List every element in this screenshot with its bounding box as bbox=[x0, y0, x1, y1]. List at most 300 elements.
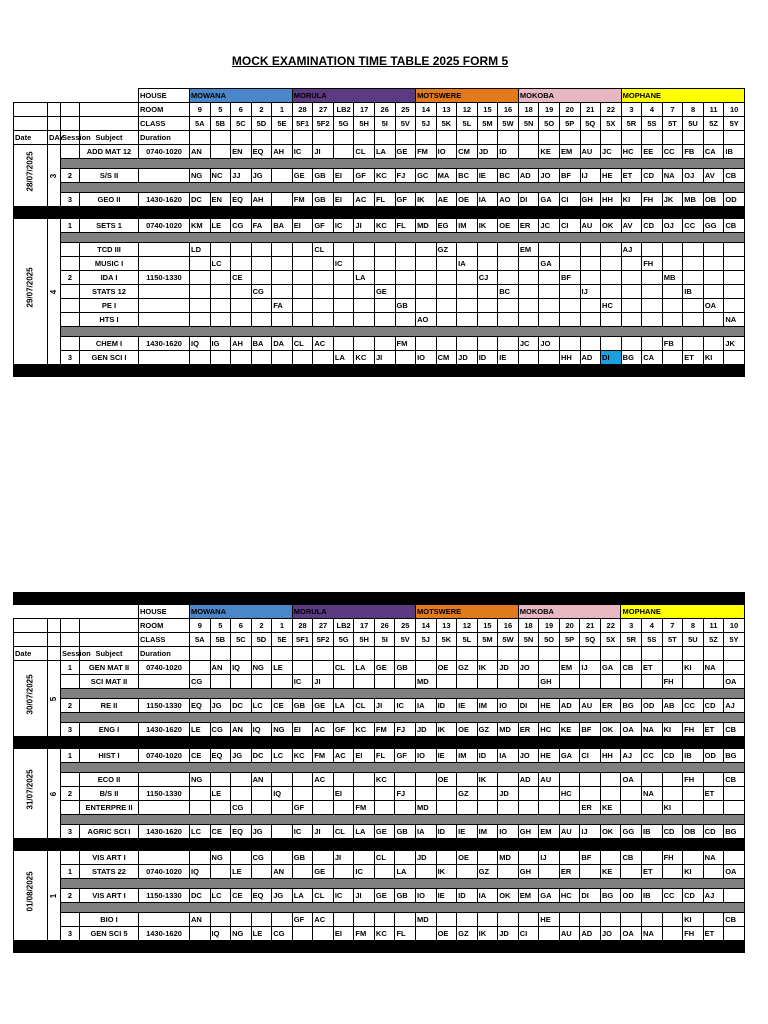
invigilator-code: ER bbox=[600, 699, 621, 713]
invigilator-code: HC bbox=[621, 145, 642, 159]
invigilator-code bbox=[580, 913, 601, 927]
header-empty-cell bbox=[374, 647, 395, 661]
invigilator-code: ID bbox=[498, 145, 519, 159]
invigilator-code: MB bbox=[683, 193, 704, 207]
invigilator-code bbox=[703, 675, 724, 689]
header-empty-cell bbox=[477, 131, 498, 145]
invigilator-code bbox=[683, 675, 704, 689]
invigilator-code bbox=[477, 285, 498, 299]
invigilator-code: IJ bbox=[580, 825, 601, 839]
invigilator-code bbox=[436, 313, 457, 327]
invigilator-code bbox=[559, 801, 580, 815]
invigilator-code: IQ bbox=[251, 723, 272, 737]
invigilator-code: JD bbox=[477, 145, 498, 159]
invigilator-code: OD bbox=[703, 749, 724, 763]
invigilator-code bbox=[662, 257, 683, 271]
invigilator-code: IA bbox=[498, 749, 519, 763]
invigilator-code bbox=[395, 257, 416, 271]
invigilator-code: EI bbox=[354, 749, 375, 763]
invigilator-code: FL bbox=[374, 749, 395, 763]
invigilator-code: HE bbox=[539, 749, 560, 763]
invigilator-code: IK bbox=[477, 661, 498, 675]
invigilator-code bbox=[374, 913, 395, 927]
invigilator-code bbox=[539, 313, 560, 327]
invigilator-code bbox=[457, 913, 478, 927]
session-number bbox=[61, 285, 80, 299]
header-empty-cell bbox=[539, 647, 560, 661]
invigilator-code bbox=[333, 337, 354, 351]
invigilator-code: IA bbox=[477, 193, 498, 207]
class-name: 5Y bbox=[724, 633, 745, 647]
invigilator-code bbox=[374, 243, 395, 257]
session-number bbox=[61, 145, 80, 159]
invigilator-code: KC bbox=[354, 723, 375, 737]
session-number: 2 bbox=[61, 889, 80, 903]
invigilator-code bbox=[272, 193, 293, 207]
header-empty-cell bbox=[313, 647, 334, 661]
header-empty-cell bbox=[292, 131, 313, 145]
invigilator-code: OB bbox=[703, 193, 724, 207]
invigilator-code: BG bbox=[724, 749, 745, 763]
room-number: 9 bbox=[190, 619, 211, 633]
class-name: 5J bbox=[416, 117, 437, 131]
room-number: 26 bbox=[374, 619, 395, 633]
invigilator-code bbox=[580, 773, 601, 787]
invigilator-code bbox=[477, 243, 498, 257]
invigilator-code bbox=[703, 773, 724, 787]
exam-duration bbox=[139, 675, 190, 689]
invigilator-code: AH bbox=[231, 337, 252, 351]
session-heading: Session bbox=[61, 131, 80, 145]
invigilator-code bbox=[313, 851, 334, 865]
invigilator-code: GB bbox=[313, 169, 334, 183]
room-number: 15 bbox=[477, 619, 498, 633]
invigilator-code bbox=[210, 865, 231, 879]
invigilator-code: MD bbox=[416, 675, 437, 689]
subject-name: HTS I bbox=[80, 313, 139, 327]
invigilator-code bbox=[724, 271, 745, 285]
invigilator-code bbox=[354, 851, 375, 865]
room-number: 19 bbox=[539, 103, 560, 117]
room-number: 8 bbox=[683, 103, 704, 117]
invigilator-code: DI bbox=[518, 193, 539, 207]
invigilator-code: CE bbox=[231, 889, 252, 903]
invigilator-code: AU bbox=[559, 825, 580, 839]
subject-name: PE I bbox=[80, 299, 139, 313]
invigilator-code bbox=[559, 773, 580, 787]
invigilator-code bbox=[272, 351, 293, 365]
invigilator-code: IQ bbox=[190, 337, 211, 351]
subject-heading: Subject bbox=[80, 131, 139, 145]
day-divider-bar bbox=[14, 207, 745, 219]
invigilator-code bbox=[683, 271, 704, 285]
invigilator-code: IE bbox=[498, 351, 519, 365]
invigilator-code bbox=[642, 675, 663, 689]
session-separator bbox=[61, 903, 745, 913]
invigilator-code: GE bbox=[313, 865, 334, 879]
invigilator-code: JI bbox=[333, 851, 354, 865]
header-empty-cell bbox=[292, 647, 313, 661]
room-number: 28 bbox=[292, 103, 313, 117]
invigilator-code bbox=[580, 299, 601, 313]
subject-name: HIST I bbox=[80, 749, 139, 763]
invigilator-code: KE bbox=[559, 723, 580, 737]
invigilator-code: GB bbox=[395, 661, 416, 675]
room-number: 13 bbox=[436, 619, 457, 633]
day-heading bbox=[48, 647, 61, 661]
invigilator-code: LC bbox=[210, 889, 231, 903]
invigilator-code: EQ bbox=[251, 889, 272, 903]
invigilator-code bbox=[292, 661, 313, 675]
room-number: 19 bbox=[539, 619, 560, 633]
invigilator-code bbox=[231, 913, 252, 927]
invigilator-code bbox=[251, 271, 272, 285]
invigilator-code: IO bbox=[416, 889, 437, 903]
invigilator-code bbox=[724, 285, 745, 299]
class-name: 5F1 bbox=[292, 633, 313, 647]
invigilator-code bbox=[436, 285, 457, 299]
invigilator-code: CL bbox=[333, 661, 354, 675]
day-divider-bar bbox=[14, 839, 745, 851]
invigilator-code bbox=[416, 787, 437, 801]
invigilator-code: CC bbox=[662, 145, 683, 159]
invigilator-code bbox=[333, 299, 354, 313]
invigilator-code: AJ bbox=[621, 749, 642, 763]
room-number: 16 bbox=[498, 619, 519, 633]
page-title: MOCK EXAMINATION TIME TABLE 2025 FORM 5 bbox=[231, 54, 509, 68]
invigilator-code bbox=[313, 271, 334, 285]
invigilator-code bbox=[559, 243, 580, 257]
house-label: HOUSE bbox=[139, 605, 190, 619]
invigilator-code: OA bbox=[621, 723, 642, 737]
invigilator-code bbox=[292, 313, 313, 327]
invigilator-code: FJ bbox=[395, 723, 416, 737]
header-empty-cell bbox=[395, 647, 416, 661]
invigilator-code: CG bbox=[251, 285, 272, 299]
invigilator-code bbox=[724, 257, 745, 271]
invigilator-code bbox=[539, 865, 560, 879]
class-name: 5G bbox=[333, 633, 354, 647]
invigilator-code: AD bbox=[518, 773, 539, 787]
invigilator-code bbox=[642, 913, 663, 927]
invigilator-code bbox=[662, 661, 683, 675]
invigilator-code: GB bbox=[395, 825, 416, 839]
invigilator-code: KE bbox=[600, 801, 621, 815]
room-number: 1 bbox=[272, 619, 293, 633]
class-name: 5I bbox=[374, 633, 395, 647]
exam-duration: 1430-1620 bbox=[139, 193, 190, 207]
invigilator-code bbox=[374, 299, 395, 313]
class-name: 5Z bbox=[703, 633, 724, 647]
invigilator-code: JD bbox=[457, 351, 478, 365]
invigilator-code bbox=[436, 257, 457, 271]
invigilator-code bbox=[416, 337, 437, 351]
invigilator-code bbox=[251, 865, 272, 879]
class-name: 5J bbox=[416, 633, 437, 647]
invigilator-code bbox=[498, 337, 519, 351]
invigilator-code: AU bbox=[580, 145, 601, 159]
room-number: 11 bbox=[703, 619, 724, 633]
invigilator-code bbox=[559, 337, 580, 351]
class-name: 5Q bbox=[580, 633, 601, 647]
invigilator-code bbox=[395, 913, 416, 927]
invigilator-code: CJ bbox=[477, 271, 498, 285]
invigilator-code: EI bbox=[333, 169, 354, 183]
invigilator-code bbox=[272, 243, 293, 257]
session-separator bbox=[61, 879, 745, 889]
invigilator-code bbox=[724, 787, 745, 801]
invigilator-code: EQ bbox=[231, 193, 252, 207]
invigilator-code bbox=[559, 675, 580, 689]
invigilator-code bbox=[457, 243, 478, 257]
invigilator-code: HC bbox=[539, 723, 560, 737]
invigilator-code: EM bbox=[559, 661, 580, 675]
subject-name: TCD III bbox=[80, 243, 139, 257]
header-empty-cell bbox=[703, 647, 724, 661]
invigilator-code: DI bbox=[601, 351, 622, 365]
subject-name: RE II bbox=[80, 699, 139, 713]
exam-day bbox=[48, 145, 61, 207]
session-separator bbox=[61, 327, 745, 337]
class-name: 5S bbox=[642, 633, 663, 647]
invigilator-code: ER bbox=[580, 801, 601, 815]
header-empty-cell bbox=[724, 131, 745, 145]
invigilator-code: AU bbox=[580, 699, 601, 713]
invigilator-code: ID bbox=[477, 351, 498, 365]
invigilator-code: GH bbox=[580, 193, 601, 207]
invigilator-code: JC bbox=[539, 219, 560, 233]
header-empty-cell bbox=[48, 103, 61, 117]
invigilator-code bbox=[642, 337, 663, 351]
room-number: LB2 bbox=[333, 103, 354, 117]
invigilator-code bbox=[231, 773, 252, 787]
exam-duration: 1430-1620 bbox=[139, 723, 190, 737]
invigilator-code bbox=[621, 299, 642, 313]
invigilator-code bbox=[683, 787, 704, 801]
invigilator-code: GE bbox=[292, 169, 313, 183]
invigilator-code bbox=[518, 257, 539, 271]
session-number: 3 bbox=[61, 351, 80, 365]
invigilator-code bbox=[374, 337, 395, 351]
invigilator-code bbox=[662, 865, 683, 879]
invigilator-code: HE bbox=[539, 913, 560, 927]
invigilator-code: GA bbox=[539, 257, 560, 271]
invigilator-code bbox=[354, 913, 375, 927]
room-number: 20 bbox=[559, 619, 580, 633]
class-name: 5U bbox=[683, 117, 704, 131]
invigilator-code: GF bbox=[395, 749, 416, 763]
invigilator-code bbox=[703, 285, 724, 299]
invigilator-code bbox=[354, 313, 375, 327]
invigilator-code: CM bbox=[457, 145, 478, 159]
invigilator-code bbox=[333, 271, 354, 285]
invigilator-code: DI bbox=[518, 699, 539, 713]
invigilator-code: FH bbox=[683, 927, 704, 941]
class-name: 5V bbox=[395, 633, 416, 647]
room-label: ROOM bbox=[139, 619, 190, 633]
subject-name: GEN MAT II bbox=[80, 661, 139, 675]
exam-duration: 1150-1330 bbox=[139, 699, 190, 713]
duration-heading: Duration bbox=[139, 647, 190, 661]
invigilator-code: CC bbox=[683, 699, 704, 713]
invigilator-code: IK bbox=[436, 865, 457, 879]
room-number: 15 bbox=[477, 103, 498, 117]
invigilator-code: OE bbox=[457, 723, 478, 737]
invigilator-code: CE bbox=[231, 271, 252, 285]
invigilator-code: CC bbox=[683, 219, 704, 233]
invigilator-code bbox=[724, 299, 745, 313]
session-number bbox=[61, 299, 80, 313]
invigilator-code bbox=[436, 299, 457, 313]
invigilator-code bbox=[374, 675, 395, 689]
invigilator-code: FA bbox=[272, 299, 293, 313]
invigilator-code: FH bbox=[662, 675, 683, 689]
class-name: 5X bbox=[601, 117, 622, 131]
invigilator-code bbox=[539, 299, 560, 313]
invigilator-code bbox=[190, 927, 211, 941]
invigilator-code: CD bbox=[683, 889, 704, 903]
invigilator-code: GF bbox=[313, 219, 334, 233]
invigilator-code: LA bbox=[395, 865, 416, 879]
header-black-bar bbox=[14, 593, 745, 605]
invigilator-code bbox=[313, 257, 334, 271]
room-number: 17 bbox=[354, 103, 375, 117]
invigilator-code: LA bbox=[354, 661, 375, 675]
exam-duration bbox=[139, 257, 190, 271]
class-name: 5Q bbox=[580, 117, 601, 131]
room-number: 6 bbox=[231, 619, 252, 633]
invigilator-code: JD bbox=[498, 787, 519, 801]
invigilator-code: DC bbox=[190, 193, 211, 207]
invigilator-code bbox=[313, 927, 334, 941]
invigilator-code bbox=[292, 351, 313, 365]
invigilator-code: ID bbox=[477, 749, 498, 763]
invigilator-code bbox=[210, 271, 231, 285]
invigilator-code: GG bbox=[703, 219, 724, 233]
invigilator-code: OA bbox=[724, 675, 745, 689]
invigilator-code bbox=[272, 257, 293, 271]
invigilator-code: NA bbox=[724, 313, 745, 327]
header-empty-cell bbox=[436, 647, 457, 661]
header-empty-cell bbox=[354, 647, 375, 661]
invigilator-code bbox=[457, 773, 478, 787]
invigilator-code bbox=[395, 773, 416, 787]
invigilator-code: CG bbox=[272, 927, 293, 941]
invigilator-code: IM bbox=[477, 825, 498, 839]
invigilator-code bbox=[642, 299, 663, 313]
invigilator-code: LE bbox=[190, 723, 211, 737]
session-number bbox=[61, 257, 80, 271]
header-empty-cell bbox=[48, 619, 61, 633]
invigilator-code: IB bbox=[683, 749, 704, 763]
invigilator-code: MD bbox=[416, 801, 437, 815]
invigilator-code: HE bbox=[601, 169, 622, 183]
subject-name: STATS 22 bbox=[80, 865, 139, 879]
invigilator-code bbox=[416, 927, 437, 941]
invigilator-code: JC bbox=[518, 337, 539, 351]
invigilator-code bbox=[621, 285, 642, 299]
invigilator-code: AN bbox=[190, 913, 211, 927]
invigilator-code bbox=[436, 913, 457, 927]
invigilator-code bbox=[190, 787, 211, 801]
invigilator-code: BF bbox=[580, 723, 601, 737]
invigilator-code: OE bbox=[436, 661, 457, 675]
invigilator-code: IK bbox=[477, 219, 498, 233]
class-name: 5H bbox=[354, 117, 375, 131]
invigilator-code: FB bbox=[662, 337, 683, 351]
invigilator-code: DA bbox=[272, 337, 293, 351]
invigilator-code bbox=[477, 257, 498, 271]
invigilator-code: KC bbox=[292, 749, 313, 763]
invigilator-code bbox=[210, 145, 231, 159]
header-empty-cell bbox=[80, 103, 139, 117]
invigilator-code: OE bbox=[457, 193, 478, 207]
session-number bbox=[61, 913, 80, 927]
header-blank bbox=[14, 89, 139, 103]
invigilator-code bbox=[621, 865, 642, 879]
invigilator-code: CL bbox=[313, 889, 334, 903]
invigilator-code: NA bbox=[703, 851, 724, 865]
invigilator-code: GE bbox=[374, 825, 395, 839]
header-empty-cell bbox=[14, 633, 48, 647]
subject-name: STATS 12 bbox=[80, 285, 139, 299]
invigilator-code bbox=[190, 313, 211, 327]
invigilator-code: OD bbox=[642, 699, 663, 713]
header-empty-cell bbox=[272, 647, 293, 661]
invigilator-code: CG bbox=[251, 851, 272, 865]
header-empty-cell bbox=[231, 131, 252, 145]
session-separator bbox=[61, 763, 745, 773]
invigilator-code: ER bbox=[518, 723, 539, 737]
invigilator-code bbox=[395, 801, 416, 815]
invigilator-code: ET bbox=[683, 351, 704, 365]
invigilator-code bbox=[210, 801, 231, 815]
invigilator-code: FH bbox=[642, 193, 663, 207]
class-name: 5M bbox=[477, 117, 498, 131]
exam-duration: 0740-1020 bbox=[139, 865, 190, 879]
invigilator-code: FM bbox=[395, 337, 416, 351]
exam-day bbox=[48, 661, 61, 737]
invigilator-code bbox=[518, 145, 539, 159]
invigilator-code: OA bbox=[703, 299, 724, 313]
invigilator-code bbox=[231, 787, 252, 801]
invigilator-code: LA bbox=[354, 271, 375, 285]
invigilator-code: CL bbox=[354, 699, 375, 713]
invigilator-code: JI bbox=[374, 351, 395, 365]
header-empty-cell bbox=[80, 117, 139, 131]
invigilator-code bbox=[539, 927, 560, 941]
exam-duration: 0740-1020 bbox=[139, 749, 190, 763]
invigilator-code bbox=[210, 285, 231, 299]
exam-duration bbox=[139, 299, 190, 313]
invigilator-code bbox=[518, 285, 539, 299]
class-name: 5R bbox=[621, 117, 642, 131]
class-name: 5N bbox=[518, 117, 539, 131]
invigilator-code: AC bbox=[333, 749, 354, 763]
exam-date bbox=[14, 145, 48, 207]
invigilator-code bbox=[313, 801, 334, 815]
invigilator-code: CE bbox=[190, 749, 211, 763]
invigilator-code: IC bbox=[333, 219, 354, 233]
invigilator-code: BC bbox=[457, 169, 478, 183]
invigilator-code: OE bbox=[457, 851, 478, 865]
invigilator-code: KC bbox=[374, 927, 395, 941]
invigilator-code: BF bbox=[580, 851, 601, 865]
invigilator-code: GA bbox=[600, 661, 621, 675]
invigilator-code: ID bbox=[436, 825, 457, 839]
room-number: 10 bbox=[724, 103, 745, 117]
invigilator-code: BC bbox=[498, 285, 519, 299]
